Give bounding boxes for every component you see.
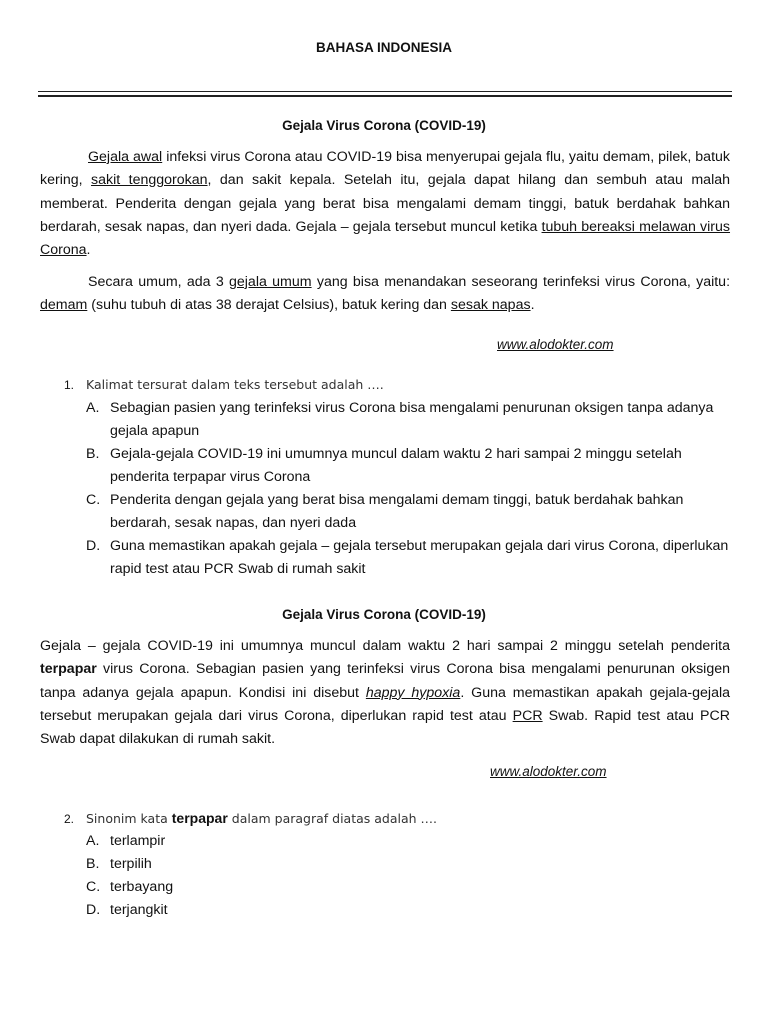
- question2-number: 2.: [64, 812, 75, 826]
- question1-option-a[interactable]: A. Sebagian pasien yang terinfeksi virus Corona bisa mengalami penurunan oksigen tanpa adanya gejala apapun: [86, 400, 714, 439]
- phrase-tubuh-bereaksi: tubuh bereaksi melawan virus Corona: [40, 218, 731, 259]
- section1-source-link[interactable]: www.alodokter.com: [497, 337, 614, 352]
- question2-option-c[interactable]: C. terbayang: [86, 879, 174, 895]
- header-divider-thin: [38, 91, 732, 92]
- phrase-gejala-umum: gejala umum: [229, 274, 312, 290]
- phrase-sesak-napas: sesak napas: [450, 297, 531, 314]
- section2-paragraph: Gejala – gejala COVID-19 ini umumnya muncul dalam waktu 2 hari sampai 2 minggu setelah penderita terpapar virus Corona. Sebagian pasien yang terinfeksi virus Corona bisa mengalami penurunan oksigen tanpa adanya gejala apapun. Kondisi ini disebut happy hypoxia. Guna memastikan apakah gejala-gejala tersebut merupakan gejala dari virus Corona, diperlukan rapid test atau PCR Swab. Rapid test atau PCR Swab dapat dilakukan di rumah sakit.: [40, 638, 730, 748]
- question1-option-c[interactable]: C. Penderita dengan gejala yang berat bisa mengalami demam tinggi, batuk berdahak bahkan berdarah, sesak napas, dan nyeri dada: [86, 492, 684, 531]
- section2-title: Gejala Virus Corona (COVID-19): [282, 607, 486, 622]
- question1-number: 1.: [64, 378, 75, 392]
- question1-option-d[interactable]: D. Guna memastikan apakah gejala – gejala tersebut merupakan gejala dari virus Corona, diperlukan rapid test atau PCR Swab di rumah sakit: [86, 538, 729, 577]
- section2-source-link[interactable]: www.alodokter.com: [490, 764, 607, 779]
- phrase-gejala-awal: Gejala awal: [88, 149, 163, 165]
- phrase-sakit-tenggorokan: sakit tenggorokan: [91, 172, 208, 189]
- question2-option-a[interactable]: A. terlampir: [86, 833, 166, 849]
- phrase-happy-hypoxia: happy hypoxia: [365, 684, 461, 701]
- phrase-pcr: PCR: [512, 707, 543, 724]
- question2-option-d[interactable]: D. terjangkit: [86, 902, 168, 918]
- section1-title: Gejala Virus Corona (COVID-19): [282, 118, 486, 133]
- question2-option-b[interactable]: B. terpilih: [86, 856, 152, 872]
- question2-keyword: terpapar: [171, 810, 228, 826]
- keyword-terpapar: terpapar: [40, 661, 97, 678]
- question1-option-b[interactable]: B. Gejala-gejala COVID-19 ini umumnya muncul dalam waktu 2 hari sampai 2 minggu setelah penderita terpapar virus Corona: [86, 446, 682, 485]
- question1-stem: 1. Kalimat tersurat dalam teks tersebut adalah ….: [64, 377, 384, 392]
- phrase-demam: demam: [40, 297, 88, 314]
- question2-stem: 2. Sinonim kata terpapar dalam paragraf diatas adalah ….: [64, 810, 438, 826]
- document-subject-header: BAHASA INDONESIA: [315, 40, 452, 55]
- section1-paragraph2: Secara umum, ada 3 gejala umum yang bisa menandakan seseorang terinfeksi virus Corona, yaitu: demam (suhu tubuh di atas 38 derajat Celsius), batuk kering dan sesak napas.: [40, 274, 731, 314]
- section1-paragraph1: Gejala awal infeksi virus Corona atau COVID-19 bisa menyerupai gejala flu, yaitu demam, pilek, batuk kering, sakit tenggorokan, dan sakit kepala. Setelah itu, gejala dapat hilang dan sembuh atau malah memberat. Penderita dengan gejala yang berat bisa mengalami demam tinggi, batuk berdahak bahkan berdarah, sesak napas, dan nyeri dada. Gejala – gejala tersebut muncul ketika tubuh bereaksi melawan virus Corona.: [40, 149, 731, 259]
- header-divider-thick: [38, 95, 732, 97]
